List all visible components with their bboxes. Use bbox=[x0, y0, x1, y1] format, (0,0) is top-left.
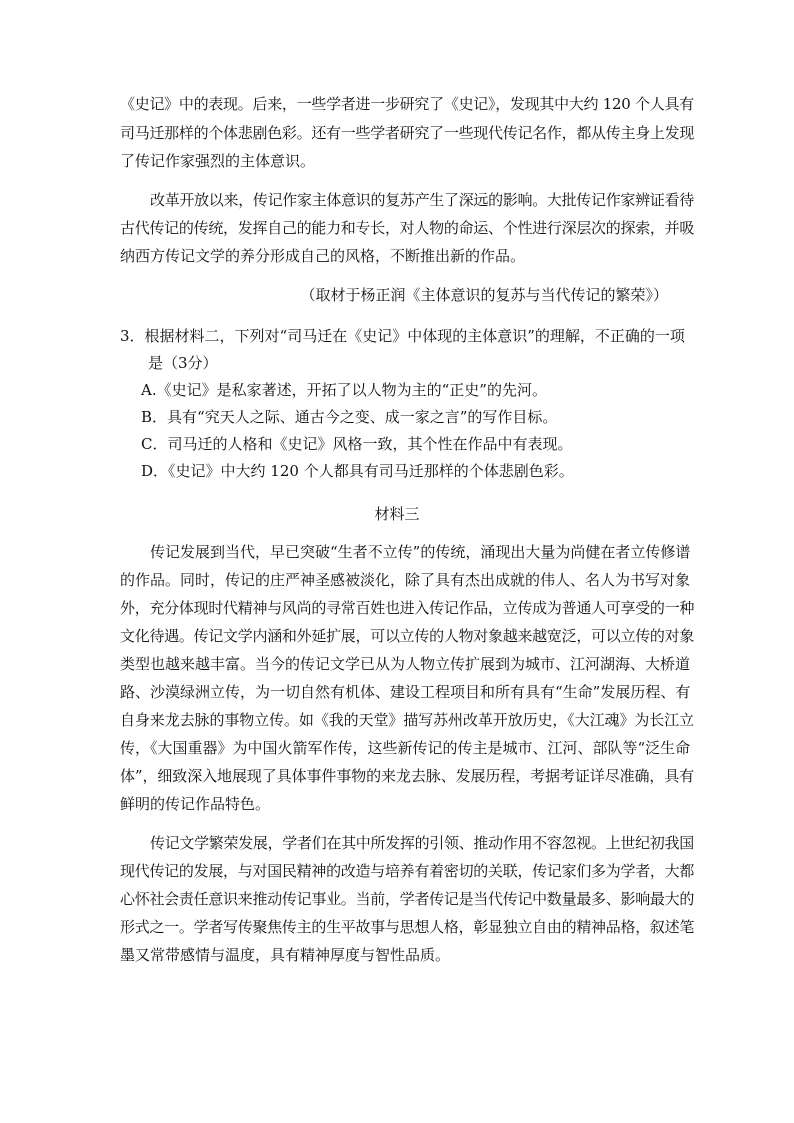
paragraph-2-line-1: 改革开放以来，传记作家主体意识的复苏产生了深远的影响。大批传记作家辨证看待 bbox=[150, 191, 694, 209]
paragraph-4-line-4: 形式之一。学者写传聚焦传主的生平故事与思想人格，彰显独立自由的精神品格，叙述笔 bbox=[120, 918, 695, 936]
paragraph-3-line-2: 的作品。同时，传记的庄严神圣感被淡化，除了具有杰出成就的伟人、名人为书写对象 bbox=[120, 571, 691, 589]
question-3-option-c: C．司马迁的人格和《史记》风格一致，其个性在作品中有表现。 bbox=[141, 435, 573, 453]
paragraph-3-line-8: 传，《大国重器》为中国火箭军作传，这些新传记的传主是城市、江河、部队等“泛生命 bbox=[120, 739, 691, 757]
question-3-option-b: B．具有“究天人之际、通古今之变、成一家之言”的写作目标。 bbox=[141, 408, 558, 426]
paragraph-4-line-2: 现代传记的发展，与对国民精神的改造与培养有着密切的关联，传记家们多为学者，大都 bbox=[120, 862, 695, 880]
paragraph-3-line-5: 类型也越来越丰富。当今的传记文学已从为人物立传扩展到为城市、江河湖海、大桥道 bbox=[120, 655, 691, 673]
question-3-option-a: A.《史记》是私家著述，开拓了以人物为主的“正史”的先河。 bbox=[141, 381, 547, 399]
paragraph-3-line-7: 自身来龙去脉的事物立传。如《我的天堂》描写苏州改革开放历史，《大江魂》为长江立 bbox=[120, 711, 694, 729]
paragraph-3-line-10: 鲜明的传记作品特色。 bbox=[120, 795, 271, 813]
paragraph-1-line-3: 了传记作家强烈的主体意识。 bbox=[120, 152, 316, 170]
paragraph-3-line-6: 路、沙漠绿洲立传，为一切自然有机体、建设工程项目和所有具有“生命”发展历程、有 bbox=[120, 683, 691, 701]
paragraph-4-line-5: 墨又常带感情与温度，具有精神厚度与智性品质。 bbox=[120, 946, 451, 964]
material-3-title: 材料三 bbox=[374, 505, 420, 523]
paragraph-2-line-2: 古代传记的传统，发挥自己的能力和专长，对人物的命运、个性进行深层次的探索，并吸 bbox=[120, 219, 695, 237]
paragraph-4-line-3: 心怀社会责任意识来推动传记事业。当前，学者传记是当代传记中数量最多、影响最大的 bbox=[120, 890, 695, 908]
paragraph-1-line-1: 《史记》中的表现。后来，一些学者进一步研究了《史记》，发现其中大约 120 个人具有 bbox=[120, 95, 694, 113]
question-3-stem-line-2: 是（3分） bbox=[148, 354, 218, 372]
paragraph-3-line-3: 外，充分体现时代精神与风尚的寻常百姓也进入传记作品，立传成为普通人可享受的一种 bbox=[120, 599, 695, 617]
paragraph-3-line-1: 传记发展到当代，早已突破“生者不立传”的传统，涌现出大量为尚健在者立传修谱 bbox=[150, 543, 691, 561]
source-citation: （取材于杨正润《主体意识的复苏与当代传记的繁荣》） bbox=[300, 286, 668, 304]
paragraph-2-line-3: 纳西方传记文学的养分形成自己的风格，不断推出新的作品。 bbox=[120, 247, 526, 265]
question-3-stem-line-1: 3．根据材料二，下列对“司马迁在《史记》中体现的主体意识”的理解，不正确的一项 bbox=[120, 327, 685, 345]
paragraph-3-line-9: 体”，细致深入地展现了具体事件事物的来龙去脉、发展历程，考据考证详尽准确，具有 bbox=[120, 767, 695, 785]
paragraph-1-line-2: 司马迁那样的个体悲剧色彩。还有一些学者研究了一些现代传记名作，都从传主身上发现 bbox=[120, 124, 695, 142]
question-3-option-d: D．《史记》中大约 120 个人都具有司马迁那样的个体悲剧色彩。 bbox=[141, 462, 574, 480]
paragraph-3-line-4: 文化待遇。传记文学内涵和外延扩展，可以立传的人物对象越来越宽泛，可以立传的对象 bbox=[120, 627, 695, 645]
paragraph-4-line-1: 传记文学繁荣发展，学者们在其中所发挥的引领、推动作用不容忽视。上世纪初我国 bbox=[150, 834, 694, 852]
